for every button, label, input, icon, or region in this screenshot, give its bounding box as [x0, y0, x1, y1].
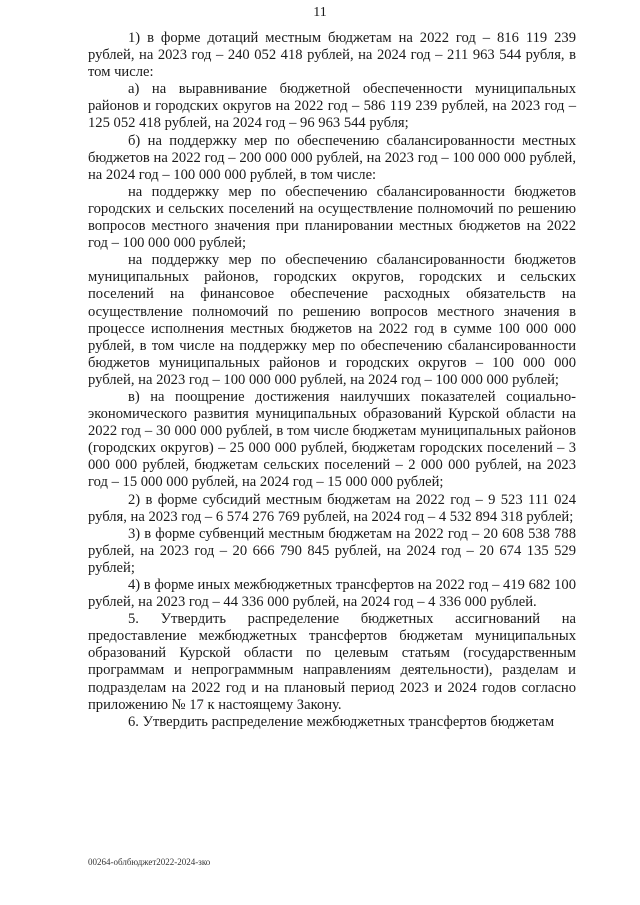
paragraph: на поддержку мер по обеспечению сбалансированности бюджетов муниципальных районов, городских округов, городских и сельских поселений на финансовое обеспечение расходных обязательств на осуществление полномочий по решению вопросов местного значения в процессе исполнения местных бюджетов на 2022 год в сумме 100 000 000 рублей, в том числе на поддержку мер по обеспечению сбалансированности бюджетов муниципальных районов и городских округов – 100 000 000 рублей, на 2023 год – 100 000 000 рублей, на 2024 год – 100 000 000 рублей;	[88, 252, 576, 388]
page-number: 11	[313, 5, 327, 20]
document-body	[88, 30, 576, 731]
paragraph: 5. Утвердить распределение бюджетных ассигнований на предоставление межбюджетных трансфертов бюджетам муниципальных образований Курской области по целевым статьям (государственным программам и непрограммным направлениям деятельности), разделам и подразделам на 2022 год и на плановый период 2023 и 2024 годов согласно приложению № 17 к настоящему Закону.	[88, 611, 576, 713]
footer-document-code: 00264-облбюджет2022-2024-зко	[88, 857, 211, 867]
paragraph: 3) в форме субвенций местным бюджетам на 2022 год – 20 608 538 788 рублей, на 2023 год – 20 666 790 845 рублей, на 2024 год – 20 674 135 529 рублей;	[88, 525, 576, 576]
paragraph: в) на поощрение достижения наилучших показателей социально-экономического развития муниципальных образований Курской области на 2022 год – 30 000 000 рублей, в том числе бюджетам муниципальных районов (городских округов) – 25 000 000 рублей, бюджетам городских поселений – 3 000 000 рублей, бюджетам сельских поселений – 2 000 000 рублей, на 2023 год – 15 000 000 рублей, на 2024 год – 15 000 000 рублей;	[88, 388, 576, 491]
paragraph: на поддержку мер по обеспечению сбалансированности бюджетов городских и сельских поселений на осуществление полномочий по решению вопросов местного значения при планировании местных бюджетов на 2022 год – 100 000 000 рублей;	[88, 183, 576, 252]
paragraph: 6. Утвердить распределение межбюджетных трансфертов бюджетам	[128, 713, 555, 730]
paragraph: 1) в форме дотаций местным бюджетам на 2022 год – 816 119 239 рублей, на 2023 год – 240 052 418 рублей, на 2024 год – 211 963 544 рубля, в том числе:	[88, 30, 576, 81]
paragraph: 4) в форме иных межбюджетных трансфертов на 2022 год – 419 682 100 рублей, на 2023 год – 44 336 000 рублей, на 2024 год – 4 336 000 рублей.	[88, 577, 576, 611]
paragraph: б) на поддержку мер по обеспечению сбалансированности местных бюджетов на 2022 год – 200 000 000 рублей, на 2023 год – 100 000 000 рублей, на 2024 год – 100 000 000 рублей, в том числе:	[88, 132, 576, 183]
paragraph: а) на выравнивание бюджетной обеспеченности муниципальных районов и городских округов на 2022 год – 586 119 239 рублей, на 2023 год – 125 052 418 рублей, на 2024 год – 96 963 544 рубля;	[88, 81, 576, 132]
paragraph: 2) в форме субсидий местным бюджетам на 2022 год – 9 523 111 024 рубля, на 2023 год – 6 574 276 769 рублей, на 2024 год – 4 532 894 318 рублей;	[88, 491, 576, 525]
